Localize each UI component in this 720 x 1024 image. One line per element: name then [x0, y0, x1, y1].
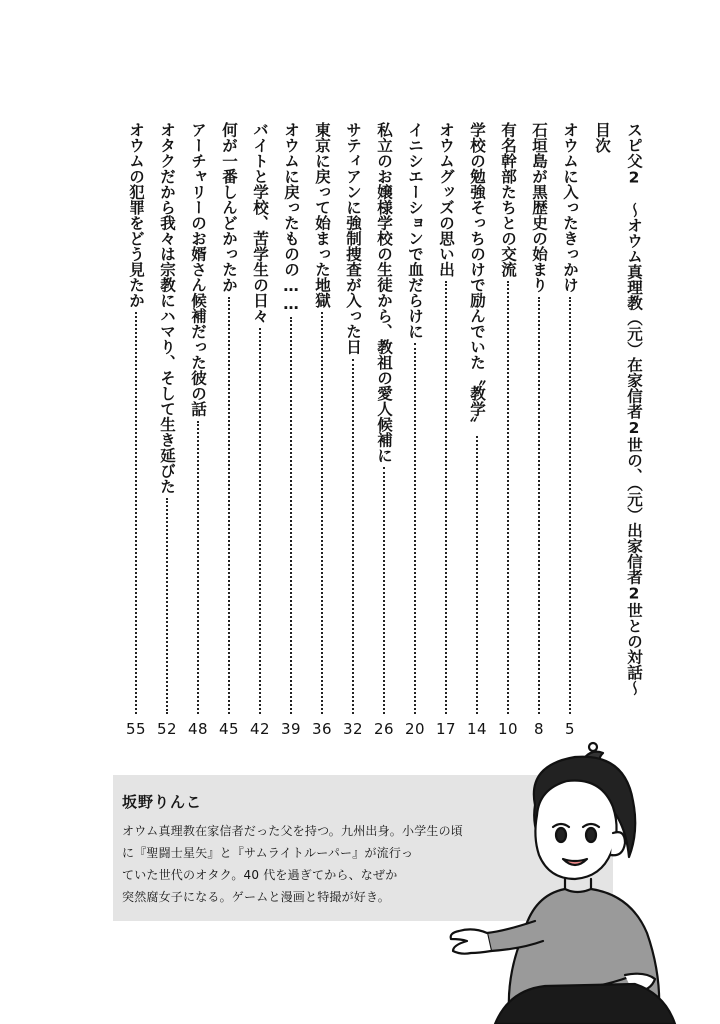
- toc-entry-page: 8: [533, 720, 545, 738]
- toc-entry-title: バイトと学校、苦学生の日々: [251, 122, 269, 324]
- toc-entry[interactable]: [341, 122, 365, 714]
- toc-entry-page: 48: [187, 720, 209, 738]
- toc-entry-page: 55: [125, 720, 147, 738]
- leader-dots: [290, 317, 292, 714]
- toc-entry-page: 32: [342, 720, 364, 738]
- author-name: 坂野りんこ: [122, 793, 203, 811]
- toc-entry[interactable]: [248, 122, 272, 714]
- toc-entry-title: オウムの犯罪をどう見たか: [127, 122, 145, 308]
- toc-entry[interactable]: [465, 122, 489, 714]
- author-bio-line: オウム真理教在家信者だった父を持つ。九州出身。小学生の頃: [122, 824, 464, 838]
- toc-entry[interactable]: [558, 122, 582, 714]
- toc-entry[interactable]: [124, 122, 148, 714]
- leader-dots: [414, 343, 416, 714]
- leader-dots: [507, 281, 509, 714]
- toc-entry-title: 石垣島が黒歴史の始まり: [530, 122, 548, 293]
- toc-entry-title: オウムに戻ったものの……: [282, 122, 300, 313]
- toc-entry-title: 有名幹部たちとの交流: [499, 122, 517, 277]
- toc-entry-title: 私立のお嬢様学校の生徒から、教祖の愛人候補に: [375, 122, 393, 463]
- toc-entry[interactable]: [496, 122, 520, 714]
- leader-dots: [538, 297, 540, 715]
- toc-entry-title: オウムグッズの思い出: [437, 122, 455, 277]
- toc-entry[interactable]: [155, 122, 179, 714]
- toc-entry[interactable]: [403, 122, 427, 714]
- leader-dots: [135, 312, 137, 714]
- toc-entry[interactable]: [527, 122, 551, 714]
- toc-entry-page: 39: [280, 720, 302, 738]
- toc-entry-page: 45: [218, 720, 240, 738]
- toc-entry-page: 10: [497, 720, 519, 738]
- toc-entry-title: アーチャリーのお婿さん候補だった彼の話: [189, 122, 207, 417]
- toc-entry-title: 何が一番しんどかったか: [220, 122, 238, 293]
- author-bio-line: 突然腐女子になる。ゲームと漫画と特撮が好き。: [122, 890, 390, 904]
- author-bio-line: に『聖闘士星矢』と『サムライトルーパー』が流行っ: [122, 846, 414, 860]
- toc-entry-page: 42: [249, 720, 271, 738]
- toc-entry[interactable]: [186, 122, 210, 714]
- toc-entry[interactable]: [434, 122, 458, 714]
- leader-dots: [228, 297, 230, 715]
- toc-entry-title: 東京に戻って始まった地獄: [313, 122, 331, 308]
- toc-entry-page: 14: [466, 720, 488, 738]
- leader-dots: [352, 359, 354, 715]
- leader-dots: [445, 281, 447, 714]
- leader-dots: [166, 498, 168, 714]
- toc-entry-title: サティアンに強制捜査が入った日: [344, 122, 362, 355]
- leader-dots: [476, 436, 478, 714]
- toc-entry-page: 5: [564, 720, 576, 738]
- toc-entry[interactable]: [372, 122, 396, 714]
- author-bio: [122, 820, 464, 908]
- toc-entry[interactable]: [279, 122, 303, 714]
- leader-dots: [569, 297, 571, 715]
- toc-entry-title: オウムに入ったきっかけ: [561, 122, 579, 293]
- toc-entry-page: 52: [156, 720, 178, 738]
- toc-entry-title: イニシエーションで血だらけに: [406, 122, 424, 339]
- leader-dots: [259, 328, 261, 715]
- toc-entry-page: 20: [404, 720, 426, 738]
- toc-entry-page: 17: [435, 720, 457, 738]
- toc-entry-title: 学校の勉強そっちのけで励んでいた〝教学〟: [468, 122, 486, 432]
- leader-dots: [383, 467, 385, 714]
- toc-entry[interactable]: [217, 122, 241, 714]
- toc-entry-page: 26: [373, 720, 395, 738]
- toc-entry-title: オタクだから我々は宗教にハマり、そして生き延びた: [158, 122, 176, 494]
- toc-entry-page: 36: [311, 720, 333, 738]
- author-portrait-illustration: [425, 735, 720, 1024]
- toc-entry[interactable]: [310, 122, 334, 714]
- book-title: スピ父2 〜オウム真理教（元）在家信者2世の、（元）出家信者2世との対話〜: [625, 122, 643, 696]
- leader-dots: [197, 421, 199, 715]
- toc-heading: 目次: [593, 122, 611, 153]
- author-bio-line: ていた世代のオタク。40 代を過ぎてから、なぜか: [122, 868, 398, 882]
- leader-dots: [321, 312, 323, 714]
